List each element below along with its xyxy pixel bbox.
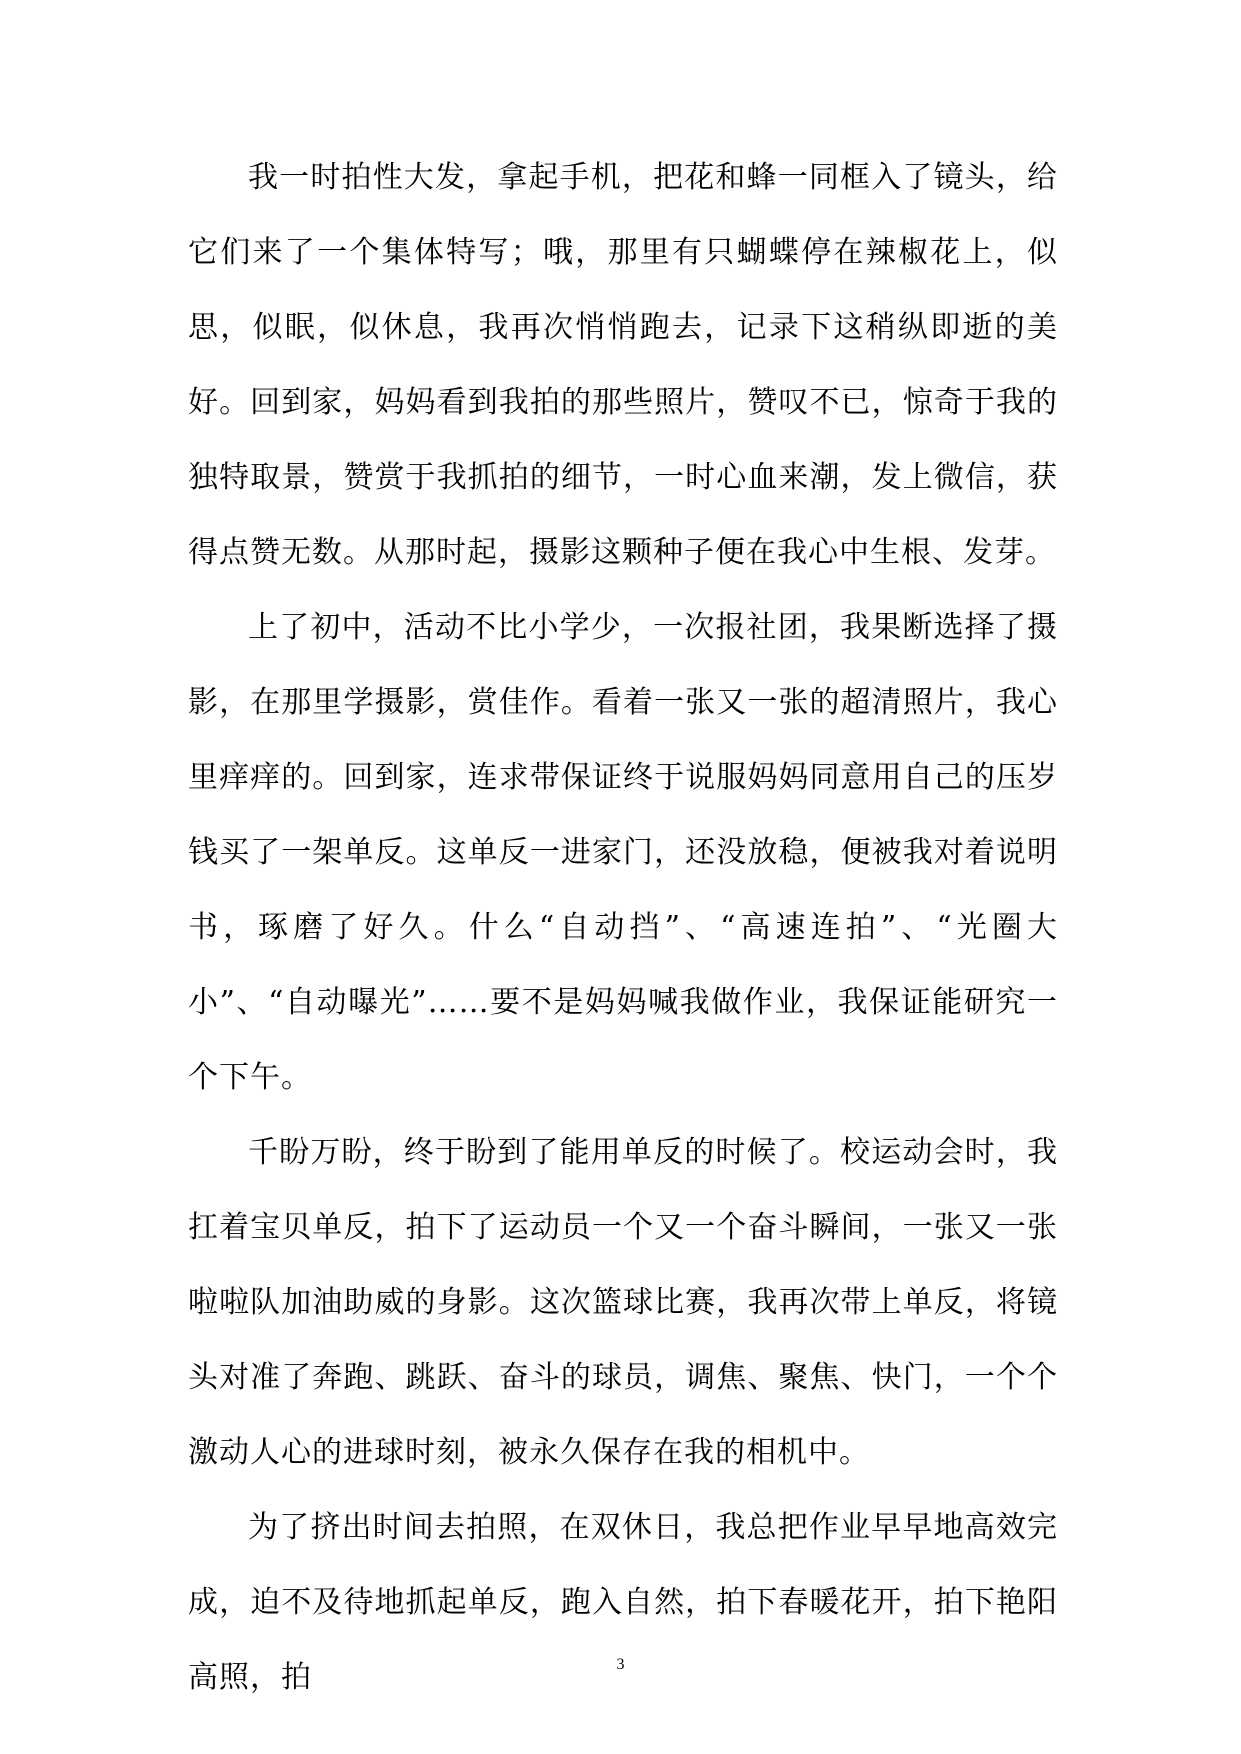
page-number: 3 [616,1656,625,1673]
paragraph: 上了初中，活动不比小学少，一次报社团，我果断选择了摄影，在那里学摄影，赏佳作。看着一张又一张的超清照片，我心里痒痒的。回到家，连求带保证终于说服妈妈同意用自己的压岁钱买了一架单反。这单反一进家门，还没放稳，便被我对着说明书，琢磨了好久。什么“自动挡”、“高速连拍”、“光圈大小”、“自动曝光”……要不是妈妈喊我做作业，我保证能研究一个下午。 [188,610,1058,1095]
document-body [188,140,1058,1715]
paragraph: 为了挤出时间去拍照，在双休日，我总把作业早早地高效完成，迫不及待地抓起单反，跑入自然，拍下春暖花开，拍下艳阳高照，拍 [188,1510,1058,1695]
paragraph: 我一时拍性大发，拿起手机，把花和蜂一同框入了镜头，给它们来了一个集体特写；哦，那里有只蝴蝶停在辣椒花上，似思，似眠，似休息，我再次悄悄跑去，记录下这稍纵即逝的美好。回到家，妈妈看到我拍的那些照片，赞叹不已，惊奇于我的独特取景，赞赏于我抓拍的细节，一时心血来潮，发上微信，获得点赞无数。从那时起，摄影这颗种子便在我心中生根、发芽。 [188,160,1058,570]
paragraph: 千盼万盼，终于盼到了能用单反的时候了。校运动会时，我扛着宝贝单反，拍下了运动员一个又一个奋斗瞬间，一张又一张啦啦队加油助威的身影。这次篮球比赛，我再次带上单反，将镜头对准了奔跑、跳跃、奋斗的球员，调焦、聚焦、快门，一个个激动人心的进球时刻，被永久保存在我的相机中。 [188,1135,1058,1470]
